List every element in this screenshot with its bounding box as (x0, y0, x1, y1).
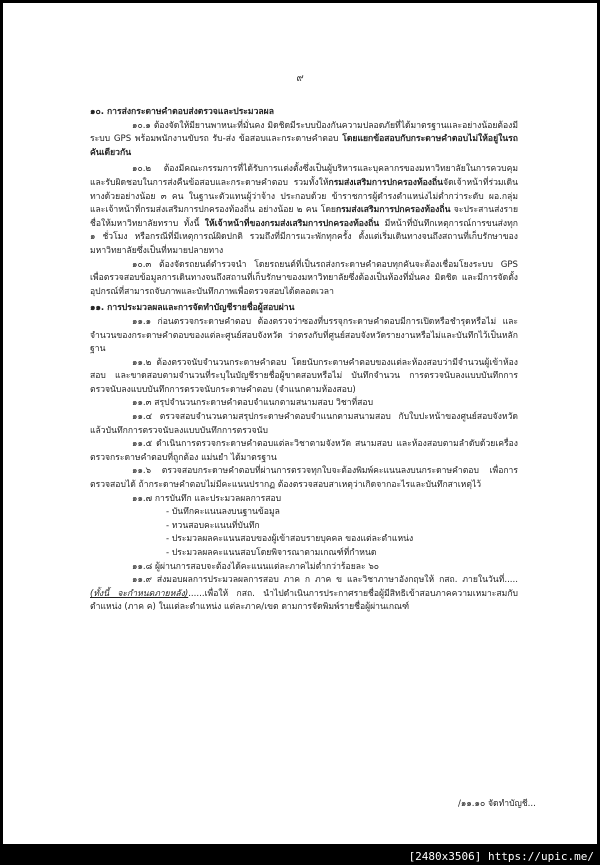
section-10-heading: ๑๐. การส่งกระดาษคำตอบส่งตรวจและประมวลผล (90, 107, 274, 117)
section-11-4 (90, 411, 518, 438)
list-item: - ประมวลผลคะแนนสอบของผู้เข้าสอบรายบุคคล ของแต่ละตำแหน่ง (166, 534, 414, 545)
section-10-2-d: กรมส่งเสริมการปกครองท้องถิ่น (335, 205, 451, 216)
section-11-7: ๑๑.๗ การบันทึก และประมวลผลการสอบ (132, 493, 282, 504)
section-10-2-f: ให้เจ้าหน้าที่ของกรมส่งเสริมการปกครองท้องถิ่น (204, 218, 380, 229)
section-11-1 (90, 316, 518, 357)
section-11-2 (90, 357, 518, 398)
section-10-2-a: ๑๐.๒ ต้องมีคณะกรรมการที่ได้รับการแต่งตั้งซึ่งเป็นผู้บริหารและบุคลากรของมหาวิทยาลัยในการควบคุมและรับผิดชอบในการส่งคืนข้อสอบและกระดาษคำตอบ รวมทั้งให้ (90, 164, 518, 188)
continuation-marker: /๑๑.๑๐ จัดทำบัญชี... (458, 799, 536, 809)
list-item: - ประมวลผลคะแนนสอบโดยพิจารณาตามเกณฑ์ที่กำหนด (166, 548, 377, 558)
section-10-2-b: กรมส่งเสริมการปกครองท้องถิ่น (328, 177, 444, 188)
section-10-1-text: ๑๐.๑ ต้องจัดให้มียานพาหนะที่มั่นคง มิดชิดมีระบบป้องกันความปลอดภัยที่ได้มาตรฐานและอย่างน้อยต้องมีระบบ GPS พร้อมพนักงานขับรถ รับ-ส่ง ข้อสอบและกระดาษคำตอบ (90, 120, 518, 145)
section-11-5 (90, 438, 518, 465)
image-source-label: [2480x3506] https://upic.me/ (408, 850, 594, 863)
section-10-1-bold: โดยแยกข้อสอบกับกระดาษคำตอบไม่ให้อยู่ในรถคันเดียวกัน (90, 134, 518, 158)
section-11-6-text: ๑๑.๖ ตรวจสอบกระดาษคำตอบที่ผ่านการตรวจทุกใบจะต้องพิมพ์คะแนนลงบนกระดาษคำตอบ เพื่อการตรวจสอบได้ ถ้ากระดาษคำตอบไม่มีคะแนนปรากฏ ต้องตรวจสอบสาเหตุว่าเกิดจากอะไรและบันทึกสาเหตุไว้ (90, 466, 518, 491)
section-10-3-text: ๑๐.๓ ต้องจัดรถยนต์ตำรวจนำ โดยรถยนต์ที่เป็นรถส่งกระดาษคำตอบทุกคันจะต้องเชื่อมโยงระบบ GPS เพื่อตรวจสอบข้อมูลการเดินทางจนถึงสถานที่เก็บรักษาของมหาวิทยาลัยซึ่งต้องเป็นห้องที่มั่นคง มิดชิด และมีการจัดตั้งอุปกรณ์ที่สามารถจับภาพและบันทึกภาพเพื่อตรวจสอบได้ตลอดเวลา (90, 259, 518, 297)
section-10-2-e: จะประสานส่งรายชื่อให้มหาวิทยาลัยทราบ ทั้งนี้ (90, 205, 518, 229)
document-page (3, 3, 597, 844)
section-11-5-text: ๑๑.๕ ดำเนินการตรวจกระดาษคำตอบแต่ละวิชาตามจังหวัด สนามสอบ และห้องสอบตามลำดับด้วยเครื่องตรวจกระดาษคำตอบที่ถูกต้อง แม่นยำ ได้มาตรฐาน (90, 439, 518, 463)
section-11-6 (90, 465, 518, 492)
section-10-2 (90, 163, 518, 258)
list-item: - บันทึกคะแนนลงบนฐานข้อมูล (166, 507, 280, 518)
page-number: ๙ (296, 73, 304, 84)
section-11-4-text: ๑๑.๔ ตรวจสอบจำนวนตามสรุปกระดาษคำตอบจำแนกตามสนามสอบ กับใบปะหน้าของศูนย์สอบจังหวัดแล้วบันทึกการตรวจนับลงแบบบันทึกการตรวจนับ (90, 412, 518, 436)
section-10-1 (90, 120, 518, 161)
section-11-9 (90, 574, 518, 615)
section-11-3: ๑๑.๓ สรุปจำนวนกระดาษคำตอบจำแนกตามสนามสอบ วิชาที่สอบ (132, 398, 374, 409)
list-item: - ทวนสอบคะแนนที่บันทึก (166, 520, 260, 531)
section-11-9-italic: (ทั้งนี้ จะกำหนดภายหลัง) (90, 588, 189, 599)
section-10-2-g: มีหน้าที่บันทึกเหตุการณ์การขนส่งทุก ๑ ชั่วโมง หรือกรณีที่มีเหตุการณ์ผิดปกติ รวมถึงที่มีการแวะพักทุกครั้ง ตั้งแต่เริ่มเดินทางจนถึงสถานที่เก็บรักษาของมหาวิทยาลัยซึ่งเป็นที่หมายปลายทาง (90, 218, 518, 256)
section-11-2-text: ๑๑.๒ ต้องตรวจนับจำนวนกระดาษคำตอบ โดยนับกระดาษคำตอบของแต่ละห้องสอบว่ามีจำนวนผู้เข้าห้องสอบ และขาดสอบตามจำนวนที่ระบุในบัญชีรายชื่อผู้ขาดสอบหรือไม่ บันทึกจำนวน การตรวจนับลงแบบบันทึกการตรวจนับลงแบบบันทึกการตรวจนับกระดาษคำตอบ (จำแนกตามห้องสอบ) (90, 357, 518, 395)
section-11-8: ๑๑.๘ ผู้ผ่านการสอบจะต้องได้คะแนนแต่ละภาคไม่ต่ำกว่าร้อยละ ๖๐ (132, 561, 380, 572)
section-11-1-text: ๑๑.๑ ก่อนตรวจกระดาษคำตอบ ต้องตรวจว่าซองที่บรรจุกระดาษคำตอบมีการเปิดหรือชำรุดหรือไม่ และจำนวนของกระดาษคำตอบของแต่ละศูนย์สอบจังหวัด ว่าตรงกับที่ศูนย์สอบจังหวัดรายงานหรือไม่และบันทึกไว้เป็นหลักฐาน (90, 316, 518, 355)
section-11-9-a: ๑๑.๙ ส่งมอบผลการประมวลผลการสอบ ภาค ก ภาค ข และวิชาภาษาอังกฤษให้ กสถ. ภายในวันที่..... (132, 575, 518, 586)
document-body (90, 106, 518, 615)
section-10-3 (90, 259, 518, 300)
section-11-heading: ๑๑. การประมวลผลและการจัดทำบัญชีรายชื่อผู้สอบผ่าน (90, 303, 295, 314)
section-10-2-c: จัดเจ้าหน้าที่ร่วมเดินทางด้วยอย่างน้อย ๓ คน ในฐานะตัวแทนผู้ว่าจ้าง ประกอบด้วย ข้าราชการผู้ดำรงตำแหน่งไม่ต่ำกว่าระดับ ผอ.กลุ่ม และเจ้าหน้าที่กรมส่งเสริมการปกครองท้องถิ่น อย่างน้อย ๒ คน โดย (90, 177, 518, 216)
section-11-9-b: ......เพื่อให้ กสถ. นำไปดำเนินการประกาศรายชื่อผู้มีสิทธิเข้าสอบภาคความเหมาะสมกับตำแหน่ง (ภาค ค) ในแต่ละตำแหน่ง แต่ละภาค/เขต ตามการจัดพิมพ์รายชื่อผู้ผ่านเกณฑ์ (90, 588, 518, 613)
